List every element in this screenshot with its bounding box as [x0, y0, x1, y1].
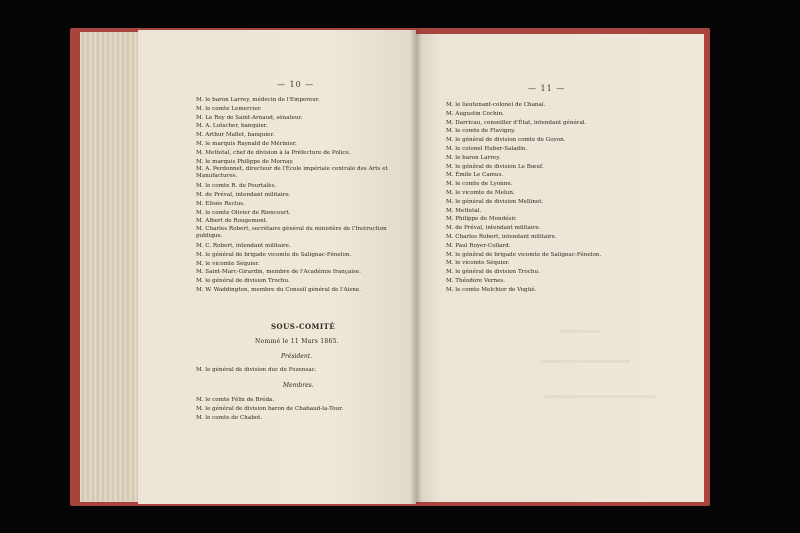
show-through-mark: [560, 330, 600, 333]
list-item: M. le vicomte Séquier.: [446, 260, 510, 267]
list-item: M. Charles Robert, secrétaire général du ministère de l'Instruction publique.: [196, 226, 387, 240]
sub-committee-heading: SOUS-COMITÉ: [271, 322, 336, 331]
book-gutter: [410, 30, 422, 504]
list-item: M. Augustin Cochin.: [446, 110, 504, 117]
list-item: M. le général de division Mellinet.: [446, 198, 544, 205]
list-item: M. C. Robert, intendant militaire.: [196, 242, 291, 249]
list-item: M. le marquis Raynald de Mérinier.: [196, 140, 297, 147]
list-item: M. Le Roy de Saint-Arnaud, sénateur.: [196, 114, 303, 121]
list-item: M. le vicomte Séquier.: [196, 260, 260, 267]
list-item: M. Elisée Reclus.: [196, 200, 245, 207]
list-item: M. Albert de Rougemont.: [196, 218, 268, 225]
list-item: M. le général de division Trochu.: [196, 278, 290, 285]
list-item: M. le comte de Lyonne.: [446, 181, 513, 188]
list-item: M. le baron Larrey, médecin de l'Empereur.: [196, 97, 320, 103]
list-item: M. le général de brigade vicomte de Salignac-Fénelon.: [196, 251, 352, 258]
appointment-date: Nommé le 11 Mars 1865.: [255, 338, 339, 345]
members-heading: Membres.: [283, 382, 314, 389]
list-item: M. Philippe de Mondésir.: [446, 216, 518, 223]
list-item: M. le comte Félix de Bréda.: [196, 397, 275, 403]
list-item: M. le général de division baron de Chabaud-la-Tour.: [196, 405, 344, 412]
list-item: M. le comte de Chabot.: [196, 414, 263, 421]
show-through-mark: [545, 395, 655, 398]
list-item: M. W. Waddington, membre du Conseil général de l'Aisne.: [196, 286, 361, 293]
list-item: M. le marquis Philippe de Mornay.: [196, 158, 294, 165]
list-item: M. Darricau, conseiller d'État, intendant général.: [446, 119, 587, 126]
list-item: M. le général de division Trochu.: [446, 269, 540, 276]
president-heading: Président.: [281, 353, 313, 360]
list-item: M. le comte Melchior de Vogüé.: [446, 286, 537, 293]
list-item: M. le comte de Flavigny.: [446, 128, 516, 135]
list-item: M. le vicomte de Melun.: [446, 189, 515, 196]
right-page-list: [446, 101, 696, 295]
list-item: M. le général de division comte de Goyon.: [446, 137, 566, 144]
list-item: M. A. Lutscher, banquier.: [196, 123, 268, 130]
left-page-list: [196, 96, 402, 295]
list-item: M. Émile Le Camus.: [446, 172, 504, 179]
list-item: M. le comte Lemercier.: [196, 105, 262, 112]
list-item: M. Saint-Marc-Girardin, membre de l'Académie française.: [196, 269, 361, 276]
list-item: M. le baron Larrey.: [446, 154, 501, 161]
left-page-number: — 10 —: [277, 80, 315, 89]
list-item: M. le comte Olivier de Riencourt.: [196, 209, 291, 216]
list-item: M. le général de division duc de Fezensac.: [196, 367, 317, 373]
list-item: M. A. Perdonnet, directeur de l'École impériale centrale des Arts et Manufactures.: [196, 166, 388, 180]
list-item: M. de Préval, intendant militaire.: [446, 225, 541, 232]
list-item: M. Paul Royer-Collard.: [446, 242, 511, 249]
list-item: M. le colonel Huber-Saladin.: [446, 145, 528, 152]
list-item: M. de Préval, intendant militaire.: [196, 191, 291, 198]
list-item: M. Théodore Vernes.: [446, 277, 506, 284]
show-through-mark: [540, 360, 630, 363]
list-item: M. Mettetal.: [446, 207, 482, 214]
list-item: M. Mettetal, chef de division à la Préfecture de Police.: [196, 149, 351, 156]
list-item: M. le comte R. de Pourtalès.: [196, 183, 277, 190]
list-item: M. le général de brigade vicomte de Salignac-Fénelon.: [446, 251, 602, 258]
list-item: M. Charles Robert, intendant militaire.: [446, 233, 557, 240]
members-list: [196, 396, 402, 422]
right-page-number: — 11 —: [528, 84, 566, 93]
list-item: M. Arthur Mallet, banquier.: [196, 132, 275, 139]
page-edge-stack: [80, 32, 144, 502]
list-item: M. le général de division Le Bœuf.: [446, 163, 544, 170]
list-item: M. le lieutenant-colonel de Chanal.: [446, 102, 546, 108]
president-list: [196, 366, 402, 375]
